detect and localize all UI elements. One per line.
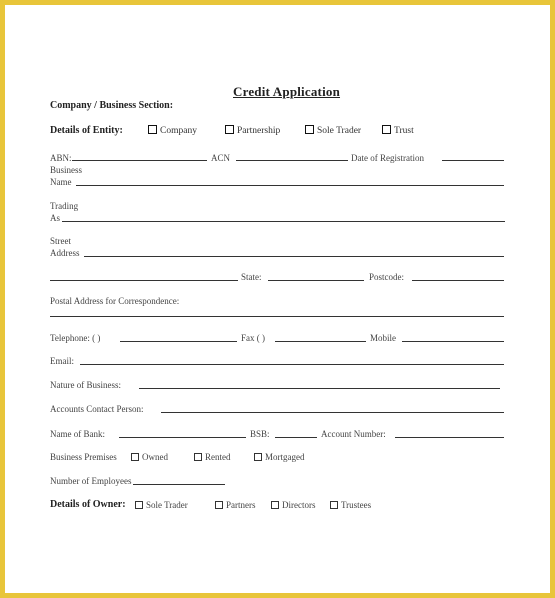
nature-of-business-label: Nature of Business: [50,380,121,390]
street-address-label-1: Street [50,236,71,246]
premises-owned-option[interactable]: Owned [131,451,168,463]
sole-trader-checkbox[interactable] [305,125,314,134]
section-heading: Company / Business Section: [50,100,174,111]
business-name-field[interactable] [76,185,504,186]
owner-sole-trader-checkbox[interactable] [135,501,143,509]
street-address-field[interactable] [84,256,504,257]
premises-mortgaged-option[interactable]: Mortgaged [254,451,305,463]
accounts-contact-field[interactable] [161,412,504,413]
telephone-label: Telephone: ( ) [50,333,101,343]
date-registration-field[interactable] [442,160,504,161]
credit-application-sheet [5,5,550,593]
mobile-label: Mobile [370,333,396,343]
abn-field[interactable] [72,160,207,161]
state-label: State: [241,272,262,282]
acn-label: ACN [211,153,231,163]
telephone-field[interactable] [120,341,237,342]
partnership-checkbox[interactable] [225,125,234,134]
owner-trustees-option[interactable]: Trustees [330,499,371,511]
form-title: Credit Application [233,84,341,99]
business-name-label-2: Name [50,177,72,187]
nature-of-business-field[interactable] [139,388,500,389]
mortgaged-checkbox[interactable] [254,453,262,461]
bank-name-field[interactable] [119,437,246,438]
business-name-label-1: Business [50,165,83,175]
owner-directors-option[interactable]: Directors [271,499,316,511]
state-field[interactable] [268,280,364,281]
premises-label: Business Premises [50,452,117,462]
owner-directors-checkbox[interactable] [271,501,279,509]
owner-partners-checkbox[interactable] [215,501,223,509]
trust-checkbox[interactable] [382,125,391,134]
details-entity-label: Details of Entity: [50,125,123,136]
premises-rented-option[interactable]: Rented [194,451,231,463]
entity-company-option[interactable]: Company [148,125,197,136]
trading-as-label-1: Trading [50,201,79,211]
fax-label: Fax ( ) [241,333,265,343]
entity-sole-trader-option[interactable]: Sole Trader [305,125,361,136]
entity-trust-option[interactable]: Trust [382,125,414,136]
acn-field[interactable] [236,160,348,161]
bsb-label: BSB: [250,429,270,439]
abn-label: ABN: [50,153,72,163]
email-field[interactable] [80,364,504,365]
details-owner-label: Details of Owner: [50,499,126,510]
account-number-label: Account Number: [321,429,386,439]
owner-trustees-checkbox[interactable] [330,501,338,509]
postal-address-field[interactable] [50,316,504,317]
employees-field[interactable] [133,484,225,485]
date-registration-label: Date of Registration [351,153,424,163]
postcode-field[interactable] [412,280,504,281]
fax-field[interactable] [275,341,366,342]
bsb-field[interactable] [275,437,317,438]
email-label: Email: [50,356,74,366]
trading-as-field[interactable] [62,221,505,222]
street-address-label-2: Address [50,248,80,258]
mobile-field[interactable] [402,341,504,342]
postcode-label: Postcode: [369,272,404,282]
company-checkbox[interactable] [148,125,157,134]
owner-sole-trader-option[interactable]: Sole Trader [135,499,188,511]
bank-name-label: Name of Bank: [50,429,105,439]
entity-partnership-option[interactable]: Partnership [225,125,280,136]
address-line-2-field[interactable] [50,280,238,281]
trading-as-label-2: As [50,213,61,223]
account-number-field[interactable] [395,437,504,438]
accounts-contact-label: Accounts Contact Person: [50,404,144,414]
postal-address-label: Postal Address for Correspondence: [50,296,180,306]
rented-checkbox[interactable] [194,453,202,461]
employees-label: Number of Employees [50,476,132,486]
owner-partners-option[interactable]: Partners [215,499,256,511]
owned-checkbox[interactable] [131,453,139,461]
